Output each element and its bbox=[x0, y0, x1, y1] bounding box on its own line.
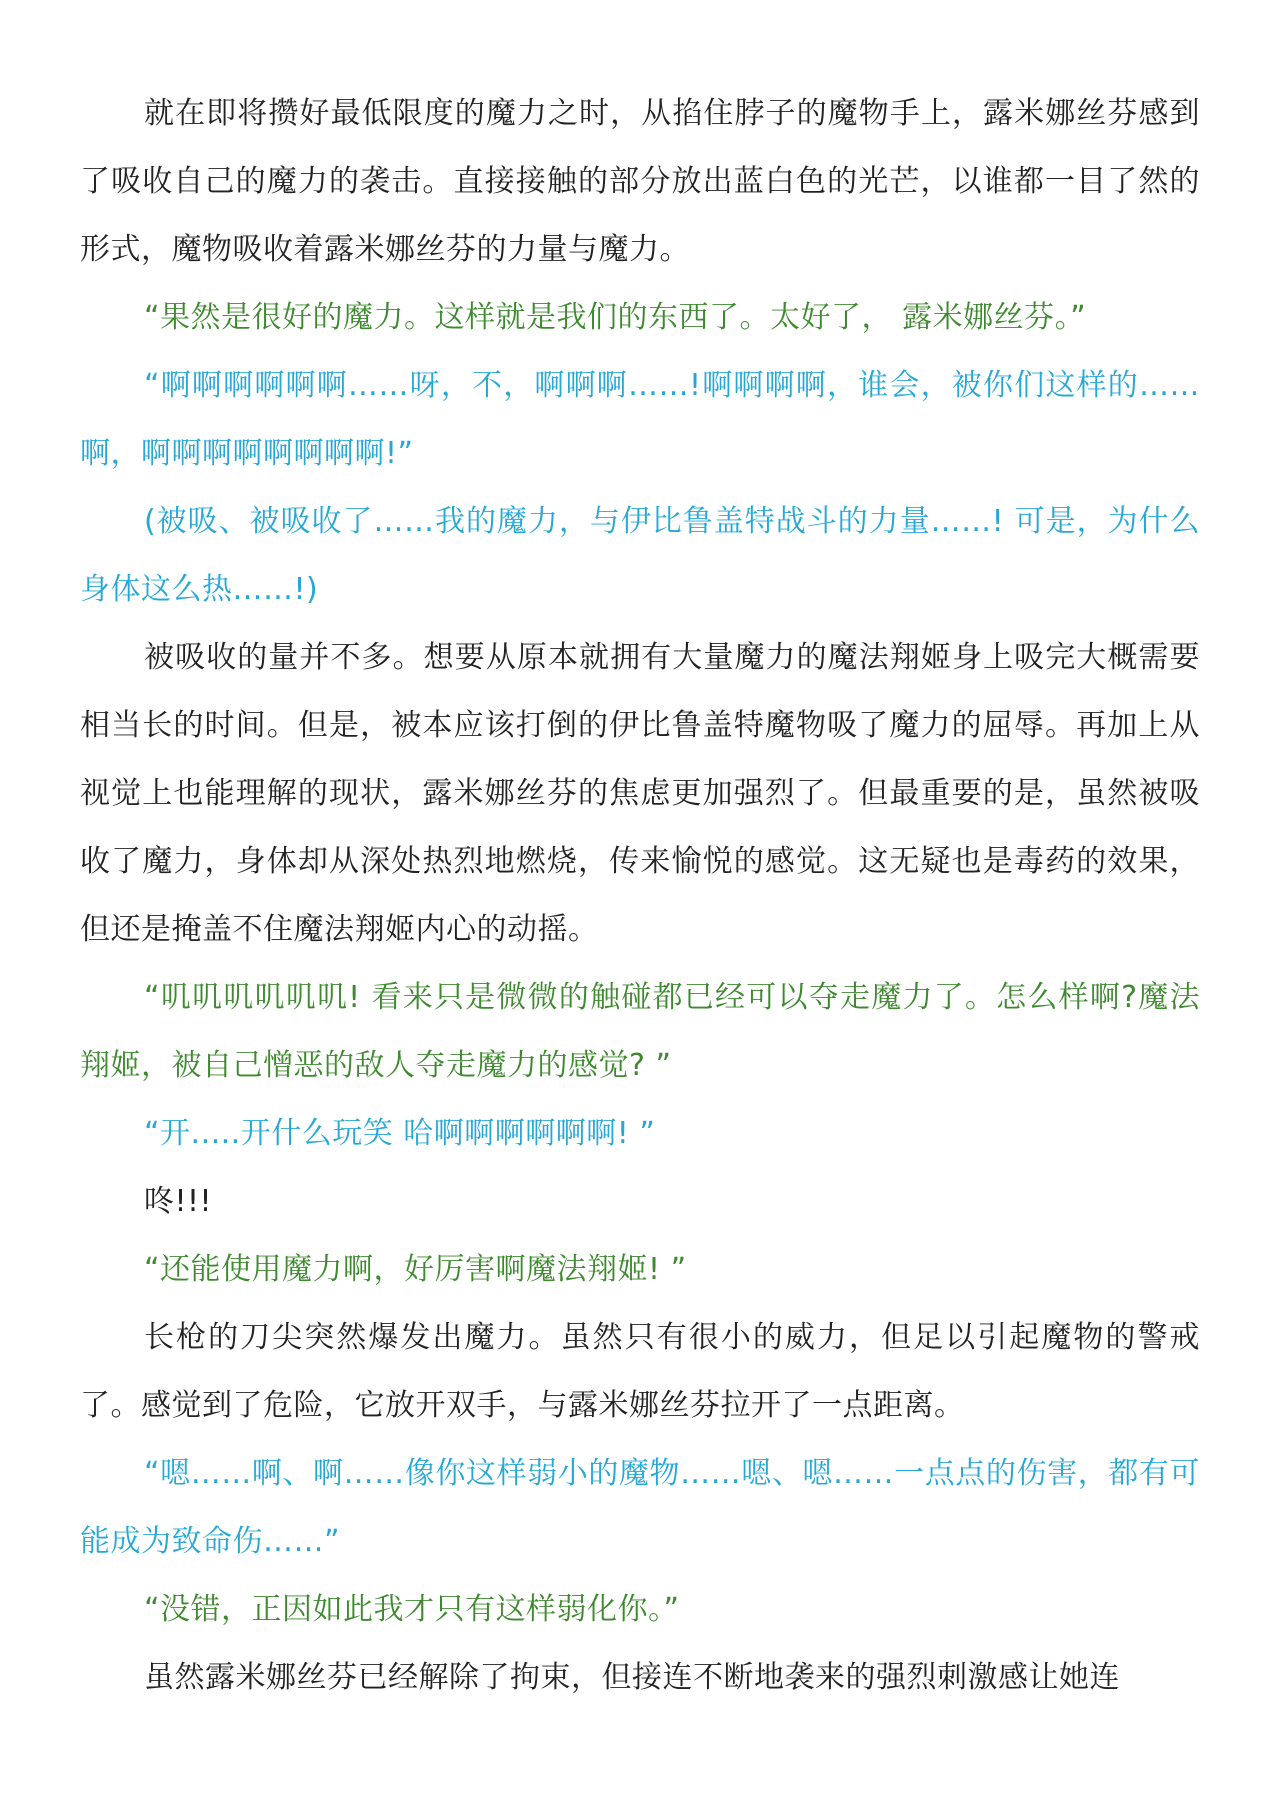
paragraph-narration: 长枪的刀尖突然爆发出魔力。虽然只有很小的威力，但足以引起魔物的警戒了。感觉到了危险，它放开双手，与露米娜丝芬拉开了一点距离。 bbox=[80, 1320, 1200, 1423]
paragraph-heroine-dialogue: “开.....开什么玩笑 哈啊啊啊啊啊啊! ” bbox=[144, 1116, 656, 1151]
text-body bbox=[80, 80, 1200, 1712]
paragraph-heroine-dialogue: “啊啊啊啊啊啊……呀，不，啊啊啊……!啊啊啊啊，谁会，被你们这样的……啊，啊啊啊啊啊啊啊啊!” bbox=[80, 368, 1200, 471]
paragraph-narration: 就在即将攒好最低限度的魔力之时，从掐住脖子的魔物手上，露米娜丝芬感到了吸收自己的魔力的袭击。直接接触的部分放出蓝白色的光芒，以谁都一目了然的形式，魔物吸收着露米娜丝芬的力量与魔力。 bbox=[80, 96, 1200, 267]
paragraph-narration: 被吸收的量并不多。想要从原本就拥有大量魔力的魔法翔姬身上吸完大概需要相当长的时间。但是，被本应该打倒的伊比鲁盖特魔物吸了魔力的屈辱。再加上从视觉上也能理解的现状，露米娜丝芬的焦虑更加强烈了。但最重要的是，虽然被吸收了魔力，身体却从深处热烈地燃烧，传来愉悦的感觉。这无疑也是毒药的效果，但还是掩盖不住魔法翔姬内心的动摇。 bbox=[80, 640, 1200, 947]
paragraph-sound-effect: 咚!!! bbox=[144, 1184, 213, 1219]
paragraph-enemy-dialogue: “果然是很好的魔力。这样就是我们的东西了。太好了， 露米娜丝芬。” bbox=[144, 300, 1087, 335]
paragraph-heroine-thought: (被吸、被吸收了……我的魔力，与伊比鲁盖特战斗的力量……! 可是，为什么身体这么热……!) bbox=[80, 504, 1201, 607]
paragraph-enemy-dialogue: “没错，正因如此我才只有这样弱化你。” bbox=[144, 1592, 680, 1627]
paragraph-narration: 虽然露米娜丝芬已经解除了拘束，但接连不断地袭来的强烈刺激感让她连 bbox=[144, 1660, 1120, 1695]
paragraph-enemy-dialogue: “叽叽叽叽叽叽! 看来只是微微的触碰都已经可以夺走魔力了。怎么样啊?魔法翔姬，被自己憎恶的敌人夺走魔力的感觉? ” bbox=[80, 980, 1200, 1083]
paragraph-enemy-dialogue: “还能使用魔力啊，好厉害啊魔法翔姬! ” bbox=[144, 1252, 687, 1287]
paragraph-heroine-dialogue: “嗯……啊、啊……像你这样弱小的魔物……嗯、嗯……一点点的伤害，都有可能成为致命伤……” bbox=[80, 1456, 1200, 1559]
